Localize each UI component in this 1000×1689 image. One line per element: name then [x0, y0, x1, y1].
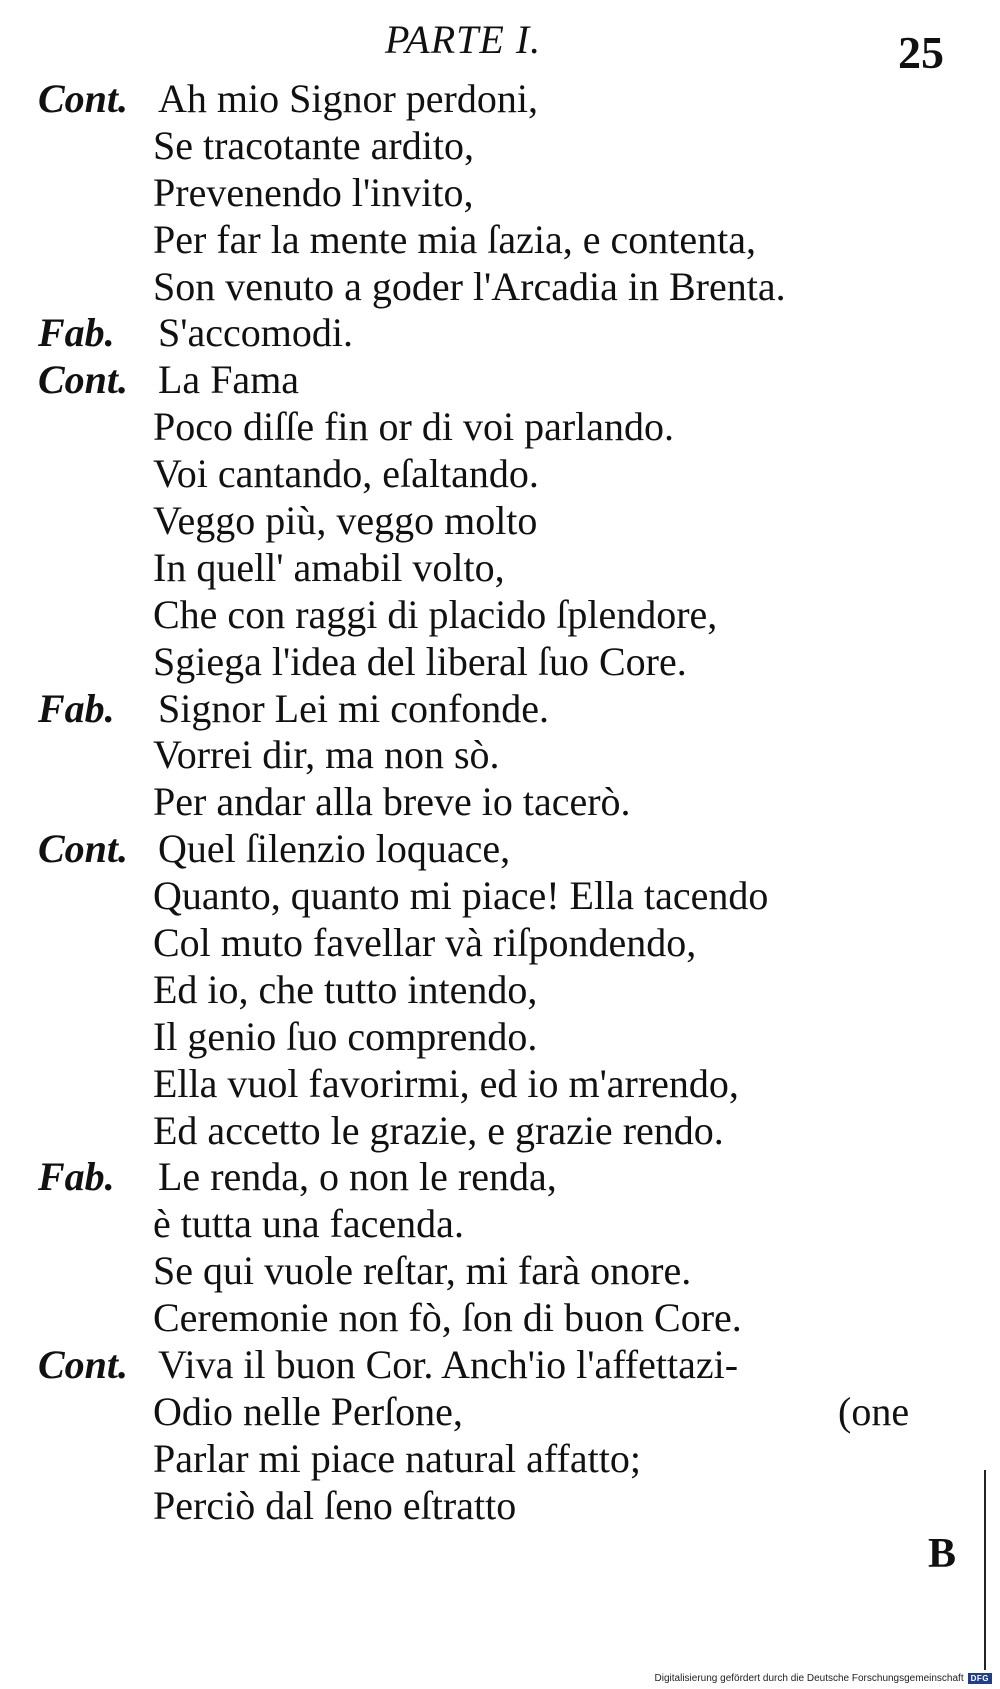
verse-line	[0, 310, 1000, 357]
verse-text: Quel ſilenzio loquace,	[158, 826, 511, 872]
verse-line	[0, 1483, 1000, 1530]
verse-text: Viva il buon Cor. Anch'io l'affettazi-	[158, 1342, 739, 1388]
page-edge-line	[984, 1470, 986, 1670]
verse-text: Se tracotante ardito,	[153, 122, 474, 168]
running-head: PARTE I.	[385, 17, 542, 62]
verse-line	[0, 1295, 1000, 1342]
verse-text: è tutta una facenda.	[153, 1201, 464, 1247]
verse-text: Veggo più, veggo molto	[153, 498, 538, 544]
verse-line	[0, 1154, 1000, 1201]
speaker-label: Cont.	[38, 826, 129, 872]
verse-line	[0, 1248, 1000, 1295]
verse-line	[0, 264, 1000, 311]
speaker-label: Cont.	[38, 357, 129, 403]
verse-text: Le renda, o non le renda,	[158, 1154, 557, 1200]
verse-line	[0, 123, 1000, 170]
verse-text: Perciò dal ſeno eſtratto	[153, 1482, 517, 1528]
verse-text: Ed accetto le grazie, e grazie rendo.	[153, 1107, 724, 1153]
verse-text: Ed io, che tutto intendo,	[153, 966, 538, 1012]
verse-text: S'accomodi.	[158, 310, 353, 356]
speaker-label: Cont.	[38, 76, 129, 121]
verse-text: Che con raggi di placido ſplendore,	[153, 591, 718, 637]
speaker-label: Cont.	[38, 1342, 129, 1388]
hyphenation-suffix: (one	[838, 1388, 910, 1434]
verse-text: Signor Lei mi confonde.	[158, 685, 550, 731]
verse-text: Sgiega l'idea del liberal ſuo Core.	[153, 638, 687, 684]
verse-line	[0, 1389, 1000, 1436]
dfg-logo: DFG	[968, 1673, 992, 1684]
verse-line	[0, 1436, 1000, 1483]
verse-line	[0, 1061, 1000, 1108]
verse-line	[0, 826, 1000, 873]
digitization-footer	[655, 1671, 992, 1685]
verse-line	[0, 686, 1000, 733]
verse-text: Col muto favellar và riſpondendo,	[153, 920, 697, 966]
verse-text: Vorrei dir, ma non sò.	[153, 732, 500, 778]
signature-mark: B	[928, 1531, 957, 1577]
verse-text: Voi cantando, eſaltando.	[153, 451, 539, 497]
verse-line	[0, 451, 1000, 498]
verse-line	[0, 1108, 1000, 1155]
verse-text: Ceremonie non fò, ſon di buon Core.	[153, 1295, 742, 1341]
verse-text: Parlar mi piace natural affatto;	[153, 1435, 641, 1481]
verse-dialogue	[0, 76, 1000, 1530]
speaker-label: Fab.	[38, 685, 115, 731]
verse-text: La Fama	[158, 357, 300, 403]
verse-text: Se qui vuole reſtar, mi farà onore.	[153, 1248, 692, 1294]
verse-text: Ah mio Signor perdoni,	[158, 76, 538, 121]
verse-line	[0, 732, 1000, 779]
verse-line	[0, 873, 1000, 920]
verse-line	[0, 217, 1000, 264]
verse-line	[0, 920, 1000, 967]
verse-text: Ella vuol favorirmi, ed io m'arrendo,	[153, 1060, 739, 1106]
verse-text: Per far la mente mia ſazia, e contenta,	[153, 216, 757, 262]
verse-line	[0, 592, 1000, 639]
verse-line	[0, 545, 1000, 592]
footer-credit: Digitalisierung gefördert durch die Deutsche Forschungsgemeinschaft	[654, 1672, 964, 1684]
page-number: 25	[898, 27, 944, 78]
verse-text: Prevenendo l'invito,	[153, 169, 474, 215]
verse-line	[0, 1201, 1000, 1248]
speaker-label: Fab.	[38, 310, 115, 356]
verse-line	[0, 498, 1000, 545]
verse-text: Poco diſſe fin or di voi parlando.	[153, 404, 675, 450]
verse-line	[0, 1014, 1000, 1061]
verse-line	[0, 779, 1000, 826]
verse-line	[0, 404, 1000, 451]
verse-line	[0, 967, 1000, 1014]
page-header	[0, 16, 1000, 76]
verse-line	[0, 76, 1000, 123]
verse-text: Il genio ſuo comprendo.	[153, 1013, 538, 1059]
verse-text: Son venuto a goder l'Arcadia in Brenta.	[153, 263, 786, 309]
verse-line	[0, 639, 1000, 686]
verse-line	[0, 1342, 1000, 1389]
speaker-label: Fab.	[38, 1154, 115, 1200]
verse-text: Quanto, quanto mi piace! Ella tacendo	[153, 873, 769, 919]
verse-line	[0, 357, 1000, 404]
verse-text: Per andar alla breve io tacerò.	[153, 779, 631, 825]
verse-text: In quell' amabil volto,	[153, 544, 505, 590]
verse-text: Odio nelle Perſone,	[153, 1388, 463, 1434]
verse-line	[0, 170, 1000, 217]
